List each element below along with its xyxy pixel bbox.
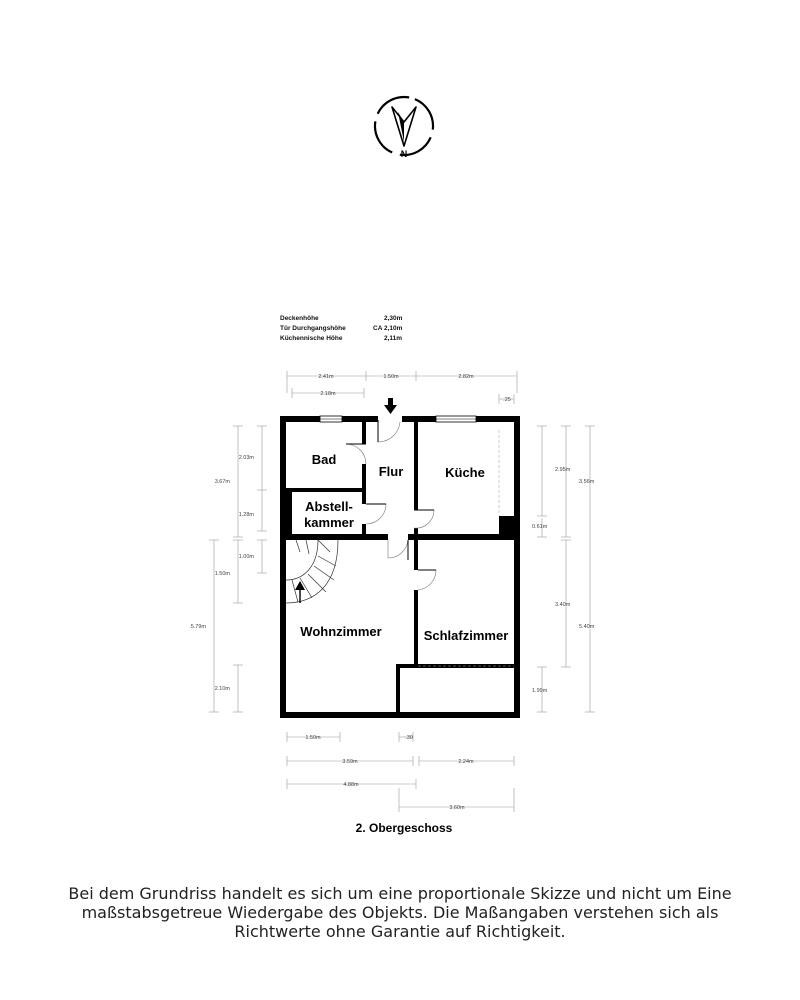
dim-label: 1.00m <box>238 554 254 560</box>
dim-label: .30 <box>405 735 413 741</box>
dim-label: 3.60m <box>449 805 465 811</box>
room-label-abstell-line2: kammer <box>304 515 354 530</box>
dim-label: 2.03m <box>238 455 254 461</box>
info-value: 2,11m <box>384 335 403 342</box>
entrance-arrow-icon <box>384 398 397 414</box>
room-label-bad: Bad <box>311 452 337 467</box>
room-labels <box>300 452 508 643</box>
compass-north-label: N <box>400 149 408 159</box>
dim-label: 1.50m <box>383 374 399 380</box>
dim-label: 3.40m <box>555 602 571 608</box>
dim-label: 5.79m <box>190 624 206 630</box>
dim-label: 2.41m <box>318 374 334 380</box>
compass-icon <box>366 88 442 164</box>
dim-label: 5.40m <box>579 624 595 630</box>
dim-label: 2.82m <box>458 374 474 380</box>
room-label-abstell-line1: Abstell- <box>305 499 353 514</box>
dim-label: 2.10m <box>214 686 230 692</box>
dimension-labels <box>191 374 595 811</box>
info-label: Deckenhöhe <box>280 315 319 322</box>
info-label: Küchennische Höhe <box>280 335 343 342</box>
dim-label: 1.50m <box>305 735 321 741</box>
floor-title: 2. Obergeschoss <box>355 821 453 835</box>
info-prefix: CA <box>373 325 383 332</box>
info-label: Tür Durchgangshöhe <box>280 325 346 332</box>
dim-label: 1.50m <box>214 571 230 577</box>
info-value: 2,10m <box>384 325 403 332</box>
dim-label: 2.18m <box>320 391 336 397</box>
dim-label: 4.88m <box>343 782 359 788</box>
room-label-flur: Flur <box>378 464 404 479</box>
dim-label: 1.99m <box>532 688 548 694</box>
dim-label: 2.95m <box>555 467 571 473</box>
staircase <box>286 540 338 603</box>
dim-label: .25 <box>503 397 511 403</box>
dim-label: 3.59m <box>342 759 358 765</box>
dim-label: 3.67m <box>214 479 230 485</box>
info-table <box>280 315 403 342</box>
dimension-lines <box>209 371 595 812</box>
dim-label: 1.28m <box>238 512 254 518</box>
info-value: 2,30m <box>384 315 403 322</box>
disclaimer-line: maßstabsgetreue Wiedergabe des Objekts. Die Maßangaben verstehen sich als <box>81 903 719 922</box>
room-label-kueche: Küche <box>445 465 485 480</box>
dim-label: 0.61m <box>532 524 548 530</box>
disclaimer <box>40 884 760 941</box>
room-label-schlafzimmer: Schlafzimmer <box>423 628 509 643</box>
dim-label: 2.24m <box>458 759 474 765</box>
dim-label: 3.56m <box>579 479 595 485</box>
doors <box>346 420 436 590</box>
disclaimer-line: Bei dem Grundriss handelt es sich um eine proportionale Skizze und nicht um Eine <box>68 884 732 903</box>
disclaimer-line: Richtwerte ohne Garantie auf Richtigkeit. <box>234 922 566 941</box>
room-label-wohnzimmer: Wohnzimmer <box>300 624 382 639</box>
